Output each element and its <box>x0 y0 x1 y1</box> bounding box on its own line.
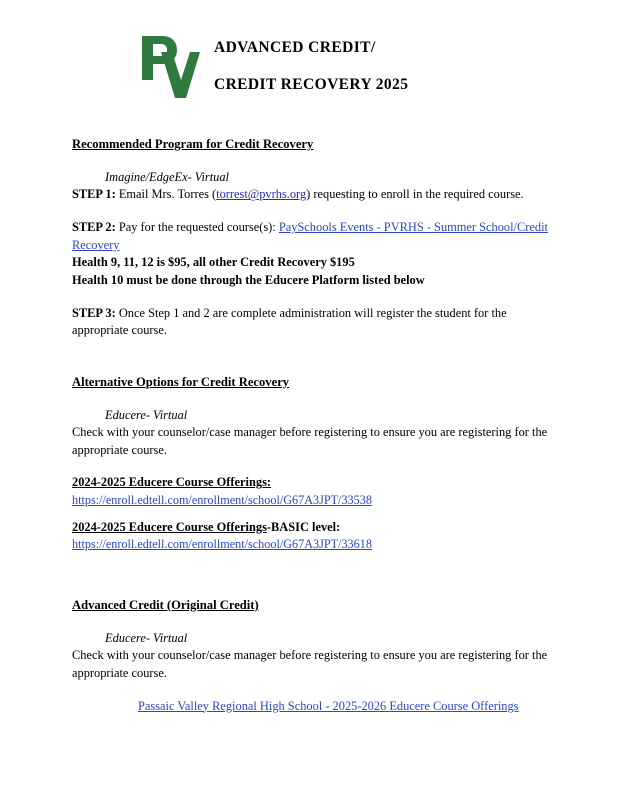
step-1-text-before: Email Mrs. Torres ( <box>115 187 217 202</box>
section-heading-recommended-program: Recommended Program for Credit Recovery <box>72 137 314 151</box>
document-title-block <box>214 38 408 93</box>
offering-url-row-2 <box>72 536 560 554</box>
page-title-line-2: CREDIT RECOVERY 2025 <box>214 76 409 93</box>
educere-course-offerings-url-1[interactable]: https://enroll.edtell.com/enrollment/school/G67A3JPT/33538 <box>72 493 372 508</box>
section-heading-alternative-options: Alternative Options for Credit Recovery <box>72 374 290 389</box>
final-link-row <box>72 698 560 716</box>
advisory-text-alternative: Check with your counselor/case manager before registering to ensure you are registering for the appropriate course. <box>72 425 548 457</box>
passaic-valley-course-offerings-link[interactable]: Passaic Valley Regional High School - 2025-2026 Educere Course Offerings <box>138 698 519 713</box>
program-label-educere-alternative: Educere- Virtual <box>105 407 188 422</box>
payschools-events-link[interactable]: PaySchools Events - PVRHS - Summer School/Credit Recovery <box>72 220 548 252</box>
offering-title-2024-2025-basic <box>72 519 560 537</box>
step-1-label: STEP 1: <box>72 187 116 202</box>
program-label-imagine-edgeex: Imagine/EdgeEx- Virtual <box>105 169 229 184</box>
step-2-text-before: Pay for the requested course(s): <box>115 220 279 235</box>
program-label-educere-advanced: Educere- Virtual <box>105 630 188 645</box>
pricing-note-health-9-11-12: Health 9, 11, 12 is $95, all other Credit Recovery $195 <box>72 255 355 270</box>
pricing-note-health-10: Health 10 must be done through the Educere Platform listed below <box>72 272 425 287</box>
step-1-text-after: ) requesting to enroll in the required course. <box>306 187 524 202</box>
section-heading-advanced-credit: Advanced Credit (Original Credit) <box>72 597 259 612</box>
page-title-line-1: ADVANCED CREDIT/ <box>214 38 376 56</box>
offering-title-plain-2: -BASIC level: <box>266 519 341 534</box>
step-3-paragraph <box>72 305 560 340</box>
offering-title-underlined-1: 2024-2025 Educere Course Offerings: <box>72 475 272 490</box>
offering-url-row-1 <box>72 492 560 510</box>
email-link-torres[interactable]: torrest@pvrhs.org <box>216 187 307 202</box>
document-header <box>138 0 618 102</box>
step-3-text: Once Step 1 and 2 are complete administration will register the student for the appropriate course. <box>72 305 507 338</box>
advisory-text-advanced: Check with your counselor/case manager before registering to ensure you are registering for the appropriate course. <box>72 648 548 680</box>
step-2-paragraph <box>72 219 560 254</box>
pv-monogram-logo <box>138 30 200 102</box>
document-body <box>0 136 618 715</box>
step-2-label: STEP 2: <box>72 220 116 235</box>
offering-title-underlined-2: 2024-2025 Educere Course Offerings <box>72 519 267 534</box>
offering-title-2024-2025 <box>72 474 560 492</box>
step-3-label: STEP 3: <box>72 305 116 320</box>
step-1-paragraph <box>72 186 560 204</box>
educere-course-offerings-url-2[interactable]: https://enroll.edtell.com/enrollment/school/G67A3JPT/33618 <box>72 537 372 552</box>
